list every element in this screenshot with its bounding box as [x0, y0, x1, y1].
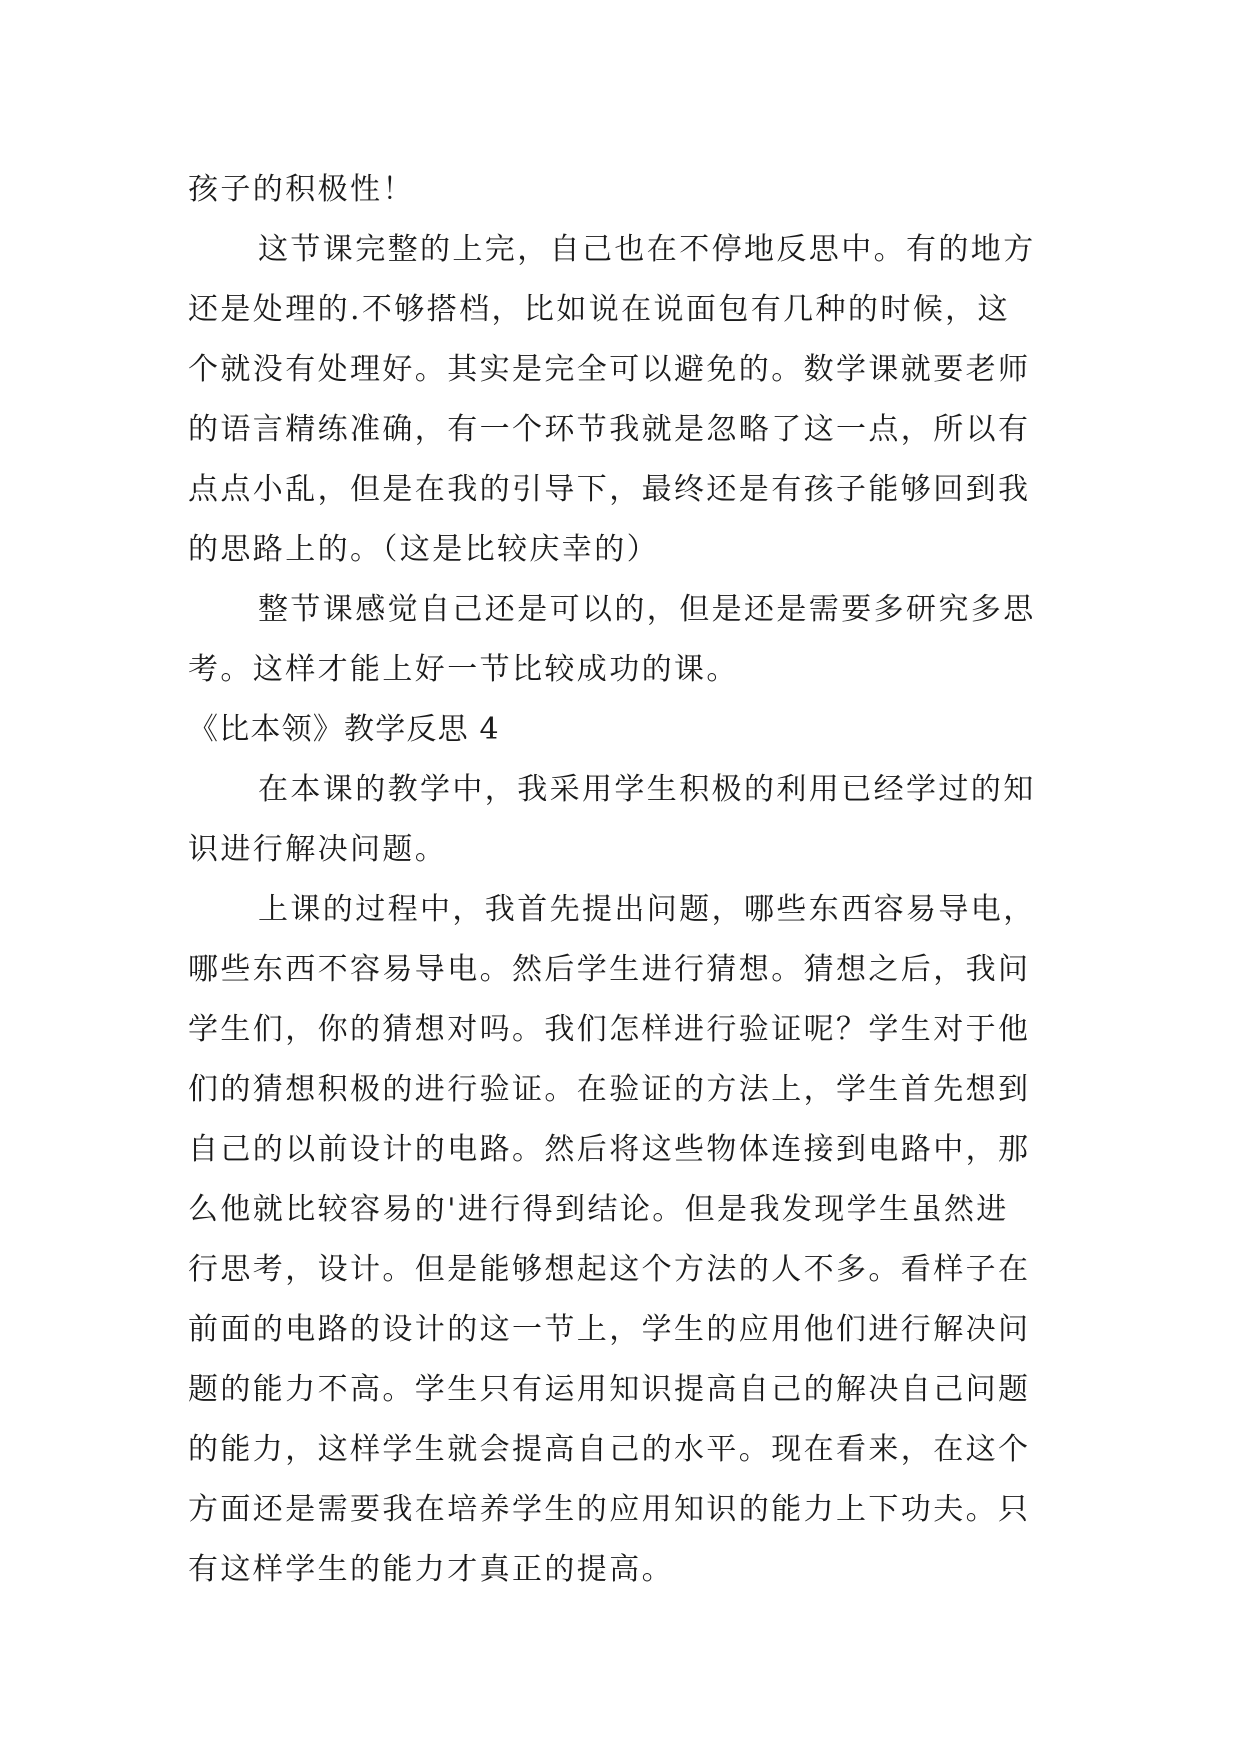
text-line: 哪些东西不容易导电。然后学生进行猜想。猜想之后，我问 [188, 952, 1031, 987]
text-line: 行思考，设计。但是能够想起这个方法的人不多。看样子在 [188, 1252, 1031, 1287]
paragraph-start-line: 整节课感觉自己还是可以的，但是还是需要多研究多思 [258, 592, 1036, 627]
text-line: 还是处理的.不够搭档，比如说在说面包有几种的时候，这 [188, 292, 1010, 327]
section-heading: 《比本领》教学反思 4 [188, 712, 500, 747]
text-line: 么他就比较容易的'进行得到结论。但是我发现学生虽然进 [188, 1192, 1009, 1227]
text-line: 点点小乱，但是在我的引导下，最终还是有孩子能够回到我 [188, 472, 1031, 507]
text-line: 的思路上的。（这是比较庆幸的） [188, 532, 659, 567]
paragraph-start-line: 上课的过程中，我首先提出问题，哪些东西容易导电， [258, 892, 1036, 927]
text-line: 个就没有处理好。其实是完全可以避免的。数学课就要老师 [188, 352, 1031, 387]
text-line: 孩子的积极性！ [188, 172, 415, 207]
text-line: 方面还是需要我在培养学生的应用知识的能力上下功夫。只 [188, 1492, 1031, 1527]
paragraph-start-line: 在本课的教学中，我采用学生积极的利用已经学过的知 [258, 772, 1036, 807]
text-line: 自己的以前设计的电路。然后将这些物体连接到电路中，那 [188, 1132, 1031, 1167]
text-line: 的能力，这样学生就会提高自己的水平。现在看来，在这个 [188, 1432, 1031, 1467]
text-line: 学生们，你的猜想对吗。我们怎样进行验证呢？学生对于他 [188, 1012, 1031, 1047]
text-line: 的语言精练准确，有一个环节我就是忽略了这一点，所以有 [188, 412, 1031, 447]
text-line: 题的能力不高。学生只有运用知识提高自己的解决自己问题 [188, 1372, 1031, 1407]
paragraph-start-line: 这节课完整的上完，自己也在不停地反思中。有的地方 [258, 232, 1036, 267]
text-line: 考。这样才能上好一节比较成功的课。 [188, 652, 739, 687]
text-line: 前面的电路的设计的这一节上，学生的应用他们进行解决问 [188, 1312, 1031, 1347]
document-body [188, 160, 1064, 1600]
text-line: 们的猜想积极的进行验证。在验证的方法上，学生首先想到 [188, 1072, 1031, 1107]
text-line: 有这样学生的能力才真正的提高。 [188, 1552, 674, 1587]
text-line: 识进行解决问题。 [188, 832, 448, 867]
